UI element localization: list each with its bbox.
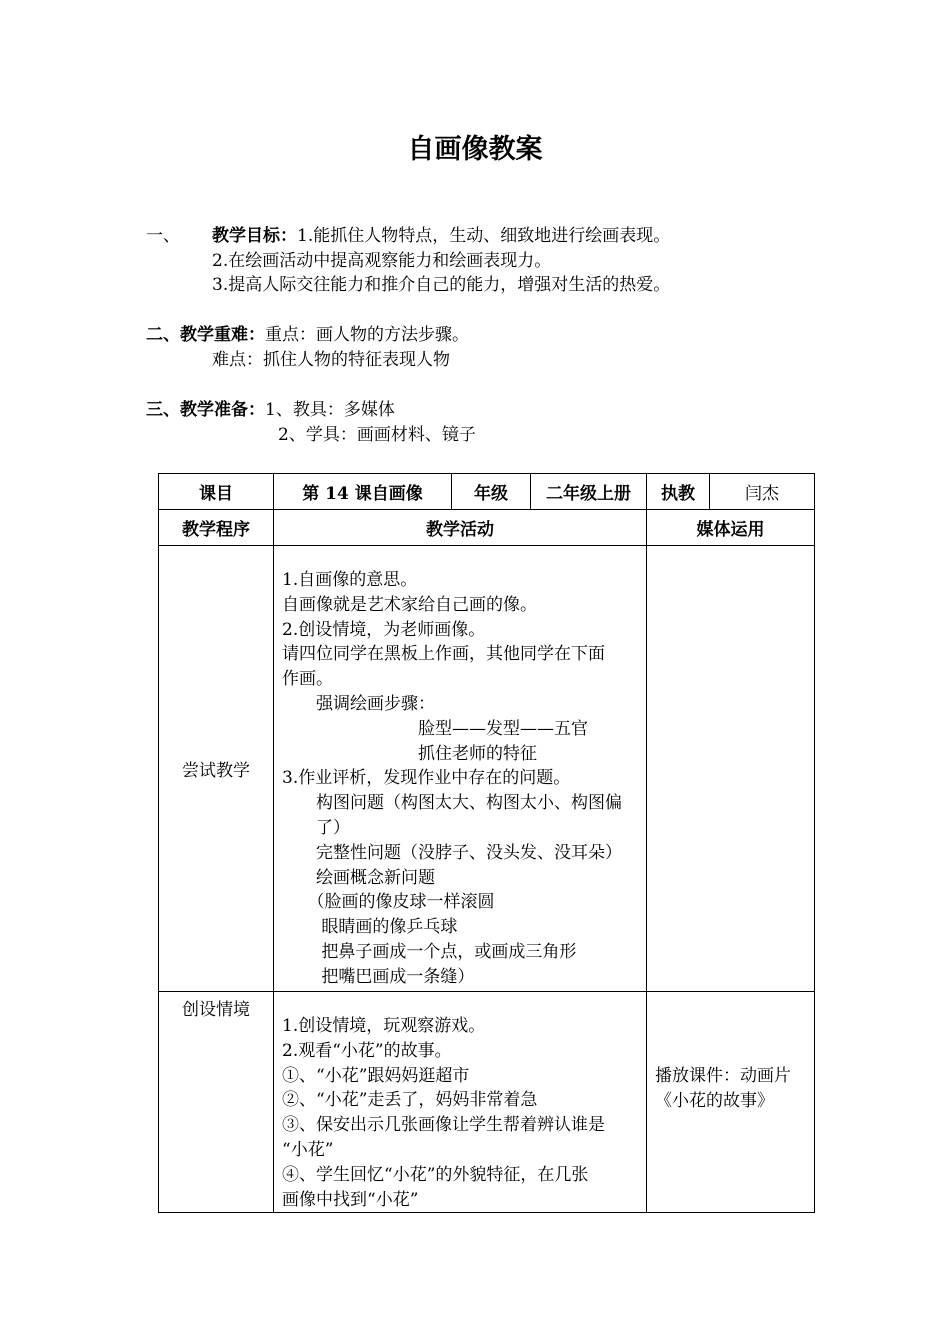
row1-activity-line: 抓住老师的特征 (282, 743, 537, 764)
row2-activity-line: “小花” (282, 1139, 334, 1160)
table-column-header-row (159, 510, 815, 546)
row2-activity-line: ④、学生回忆“小花”的外貌特征，在几张 (282, 1164, 589, 1185)
section1-line1 (212, 224, 670, 248)
row1-procedure: 尝试教学 (159, 546, 274, 992)
row2-media-line: 播放课件：动画片 (655, 1066, 791, 1086)
teacher-value: 闫杰 (710, 474, 815, 510)
row1-activity-line: 自画像就是艺术家给自己画的像。 (282, 594, 537, 615)
section2-heading: 二、教学重难： (146, 325, 265, 345)
column-procedure: 教学程序 (159, 510, 274, 546)
row1-activity-line: 1.自画像的意思。 (282, 570, 418, 590)
column-activity: 教学活动 (274, 510, 647, 546)
section3-item-2: 2、学具：画画材料、镜子 (278, 425, 476, 445)
section1-number: 一、 (146, 226, 180, 246)
section3-item-1: 1、教具：多媒体 (265, 400, 395, 420)
section2-key: 重点：画人物的方法步骤。 (265, 325, 469, 345)
section1-item-1: 1.能抓住人物特点，生动、细致地进行绘画表现。 (297, 226, 671, 246)
row1-activity-line: 作画。 (282, 669, 333, 690)
row1-activity-line: 绘画概念新问题 (282, 867, 435, 888)
row1-activity-line: 把嘴巴画成一条缝） (282, 966, 475, 987)
column-media: 媒体运用 (647, 510, 815, 546)
row2-activity (274, 992, 647, 1213)
row1-activity-line: 构图问题（构图太大、构图太小、构图偏 (282, 793, 622, 814)
section1-item-2: 2.在绘画活动中提高观察能力和绘画表现力。 (212, 251, 552, 271)
row1-activity-line: 把鼻子画成一个点，或画成三角形 (282, 941, 577, 962)
row1-media (647, 546, 815, 992)
table-row (159, 546, 815, 992)
teacher-label: 执教 (647, 474, 710, 510)
section1-heading: 教学目标： (212, 226, 297, 246)
row1-activity-line: 脸型——发型——五官 (282, 718, 588, 739)
row2-media (647, 992, 815, 1213)
row1-activity-line: （脸画的像皮球一样滚圆 (282, 892, 495, 913)
grade-value: 二年级上册 (531, 474, 647, 510)
row2-activity-line: 1.创设情境，玩观察游戏。 (282, 1016, 486, 1036)
section2-line1 (146, 323, 469, 347)
row2-activity-line: ③、保安出示几张画像让学生帮着辨认谁是 (282, 1115, 605, 1136)
row1-activity-line: 强调绘画步骤： (282, 693, 435, 714)
row1-activity-line: 3.作业评析，发现作业中存在的问题。 (282, 768, 571, 789)
row1-activity-line: 完整性问题（没脖子、没头发、没耳朵） (282, 842, 622, 863)
row2-activity-line: ①、“小花”跟妈妈逛超市 (282, 1065, 470, 1086)
row1-activity (274, 546, 647, 992)
table-header-row (159, 474, 815, 510)
row2-activity-line: ②、“小花”走丢了，妈妈非常着急 (282, 1090, 538, 1111)
subject-label: 课目 (159, 474, 274, 510)
table-row (159, 992, 815, 1213)
document-title: 自画像教案 (407, 134, 543, 165)
row1-activity-line: 了） (282, 817, 350, 838)
grade-label: 年级 (452, 474, 531, 510)
row2-activity-line: 2.观看“小花”的故事。 (282, 1040, 452, 1061)
lesson-table (158, 473, 815, 1213)
section2-difficulty: 难点：抓住人物的特征表现人物 (212, 350, 450, 370)
row2-activity-line: 画像中找到“小花” (282, 1189, 419, 1210)
row1-activity-line: 请四位同学在黑板上作画，其他同学在下面 (282, 644, 605, 665)
row1-activity-line: 2.创设情境，为老师画像。 (282, 619, 486, 640)
subject-value: 第 14 课自画像 (274, 474, 452, 510)
row1-activity-line: 眼睛画的像乒乓球 (282, 917, 458, 938)
section3-heading: 三、教学准备： (146, 400, 265, 420)
section3-line1 (146, 398, 395, 422)
row2-procedure: 创设情境 (159, 992, 274, 1213)
row2-media-line: 《小花的故事》 (655, 1090, 774, 1111)
section1-item-3: 3.提高人际交往能力和推介自己的能力，增强对生活的热爱。 (212, 275, 671, 295)
